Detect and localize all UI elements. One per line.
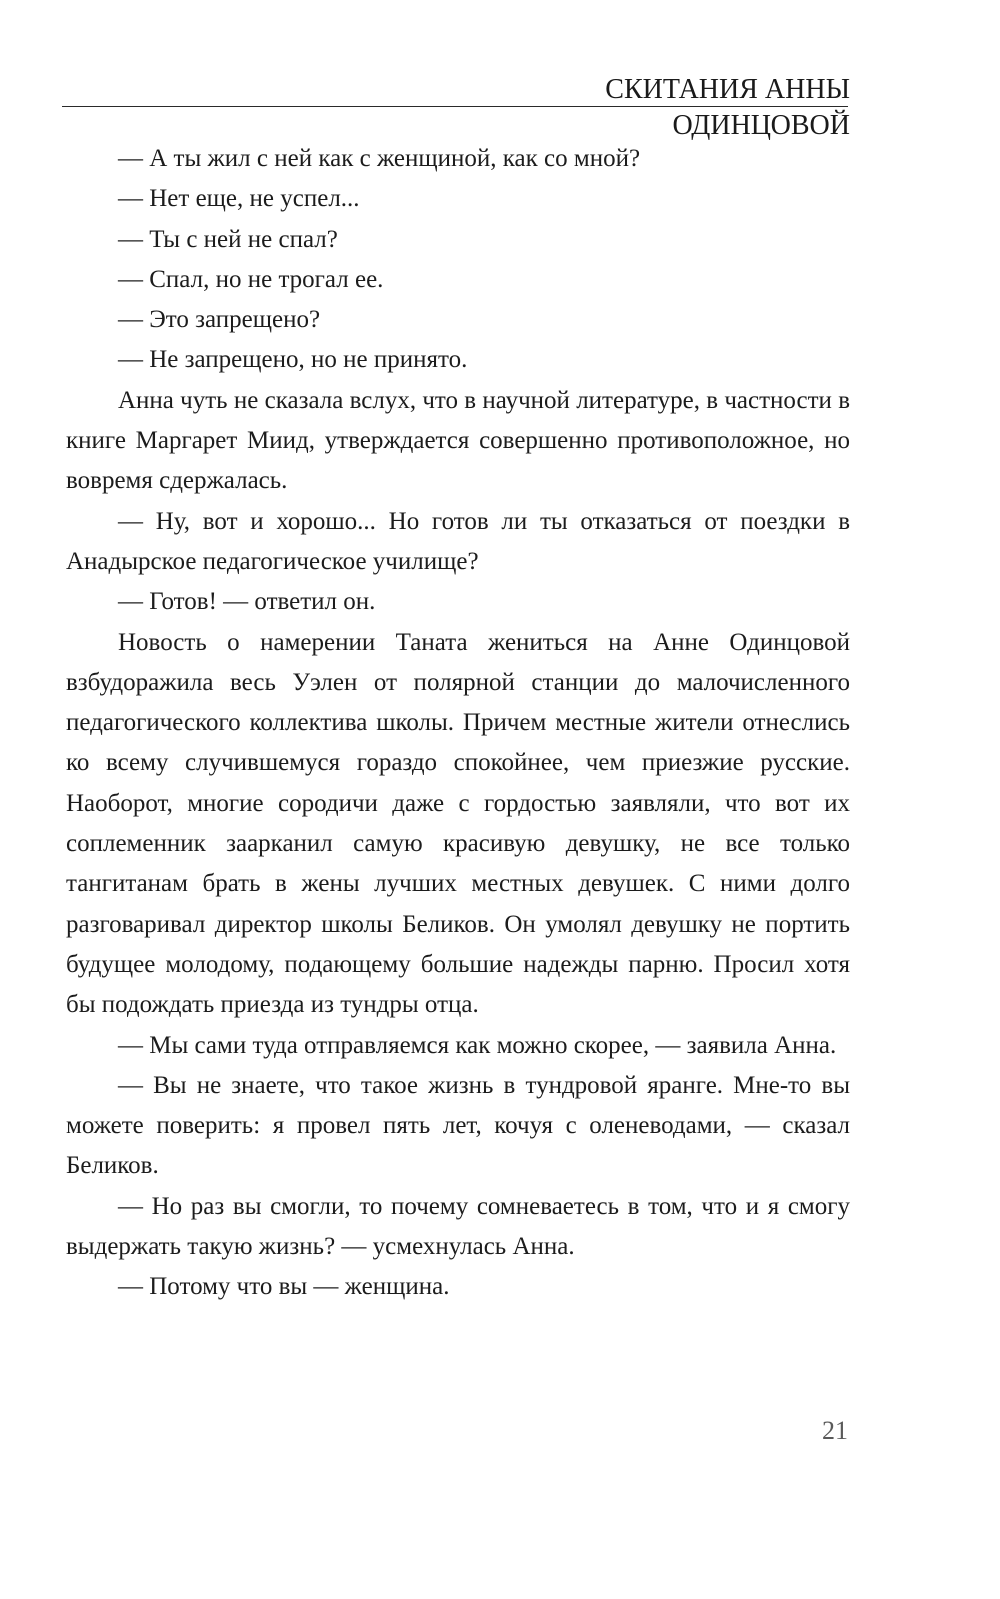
page-text (66, 139, 850, 1308)
paragraph: Новость о намерении Таната жениться на Анне Одинцовой взбудоражила весь Уэлен от полярной станции до малочисленного педагогического коллектива школы. Причем местные жители отнеслись ко всему случившемуся гораздо спокойнее, чем приезжие русские. Наоборот, многие сородичи даже с гордостью заявляли, что вот их соплеменник заарканил самую красивую девушку, не все только тангитанам брать в жены лучших местных девушек. С ними долго разговаривал директор школы Беликов. Он умолял девушку не портить будущее молодому, подающему большие надежды парню. Просил хотя бы подождать приезда из тундры отца. (66, 628, 850, 1019)
paragraph: — Потому что вы — женщина. (118, 1273, 450, 1301)
paragraph: — А ты жил с ней как с женщиной, как со мной? (118, 145, 641, 172)
paragraph: — Спал, но не трогал ее. (118, 265, 384, 293)
paragraph: — Но раз вы смогли, то почему сомневаетесь в том, что и я смогу выдержать такую жизнь? — усмехнулась Анна. (66, 1192, 850, 1261)
paragraph: — Нет еще, не успел... (118, 185, 360, 213)
paragraph: — Это запрещено? (118, 306, 321, 334)
paragraph: — Не запрещено, но не принято. (118, 346, 468, 374)
paragraph: — Ты с ней не спал? (118, 225, 338, 253)
paragraph: — Готов! — ответил он. (118, 588, 376, 616)
paragraph: — Мы сами туда отправляемся как можно скорее, — заявила Анна. (118, 1031, 837, 1059)
header-rule (62, 106, 848, 107)
paragraph: — Вы не знаете, что такое жизнь в тундровой яранге. Мне-то вы можете поверить: я провел пять лет, кочуя с оленеводами, — сказал Беликов. (66, 1071, 850, 1180)
paragraph: Анна чуть не сказала вслух, что в научной литературе, в частности в книге Маргарет Миид, утверждается совершенно противоположное, но вовремя сдержалась. (66, 386, 850, 495)
paragraph: — Ну, вот и хорошо... Но готов ли ты отказаться от поездки в Анадырское педагогическое училище? (66, 507, 850, 575)
running-title: СКИТАНИЯ АННЫ ОДИНЦОВОЙ (605, 74, 850, 141)
page-number: 21 (822, 1416, 848, 1445)
